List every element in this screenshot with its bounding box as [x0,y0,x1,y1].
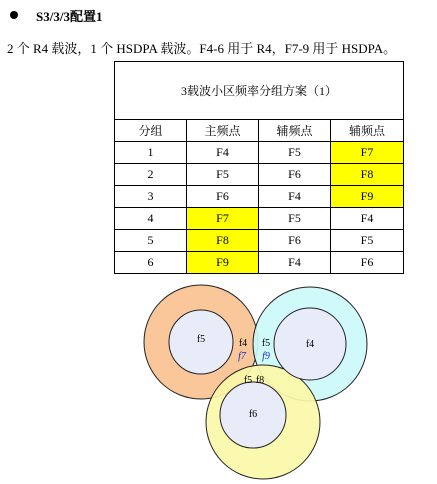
intro-paragraph: 2 个 R4 载波，1 个 HSDPA 载波。F4-6 用于 R4，F7-9 用于 HSDPA。 [7,41,397,56]
table-cell: 5 [115,230,187,252]
table-cell: F5 [331,230,404,252]
bottom-inner-label: f6 [248,409,258,420]
overlap-label-f9: f9 [262,351,270,362]
table-cell: 1 [115,142,187,164]
table-cell: 3 [115,186,187,208]
heading-text: S3/3/3配置1 [36,8,103,24]
table-row [115,230,404,252]
table-row [115,252,404,274]
overlap-label-f4: f4 [238,338,248,349]
table-cell: F6 [259,230,331,252]
table-cell-highlighted: F9 [187,252,259,274]
overlap-label-f8: f8 [255,375,265,386]
table-cell: F5 [187,164,259,186]
table-cell: F6 [331,252,404,274]
table-cell: F6 [259,164,331,186]
table-cell-highlighted: F8 [187,230,259,252]
overlap-label-f7: f7 [238,351,246,362]
table-cell: F6 [187,186,259,208]
table-row [115,208,404,230]
table-cell: F4 [187,142,259,164]
left-inner-label: f5 [196,334,206,345]
frequency-group-table [114,61,404,274]
table-cell: F5 [259,208,331,230]
header-cell: 辅频点 [331,120,404,142]
bullet-icon [10,11,18,19]
table-cell-highlighted: F7 [331,142,404,164]
cell-coverage-diagram [140,280,370,480]
table-title: 3载波小区频率分组方案（1） [115,62,404,120]
table-cell: F5 [259,142,331,164]
table-cell: 4 [115,208,187,230]
table-cell: F4 [259,252,331,274]
table-cell: 2 [115,164,187,186]
table-cell-highlighted: F7 [187,208,259,230]
right-inner-label: f4 [305,339,315,350]
overlap-label-f5-upper: f5 [261,338,271,349]
table-cell-highlighted: F8 [331,164,404,186]
table-row [115,142,404,164]
table-cell: 6 [115,252,187,274]
table-cell: F4 [259,186,331,208]
overlap-label-f5-lower: f5 [243,375,253,386]
table-cell-highlighted: F9 [331,186,404,208]
table-cell: F4 [331,208,404,230]
header-cell: 辅频点 [259,120,331,142]
header-cell: 分组 [115,120,187,142]
section-heading [10,6,102,24]
table-row [115,164,404,186]
table-row [115,186,404,208]
table-header-row [115,120,404,142]
header-cell: 主频点 [187,120,259,142]
